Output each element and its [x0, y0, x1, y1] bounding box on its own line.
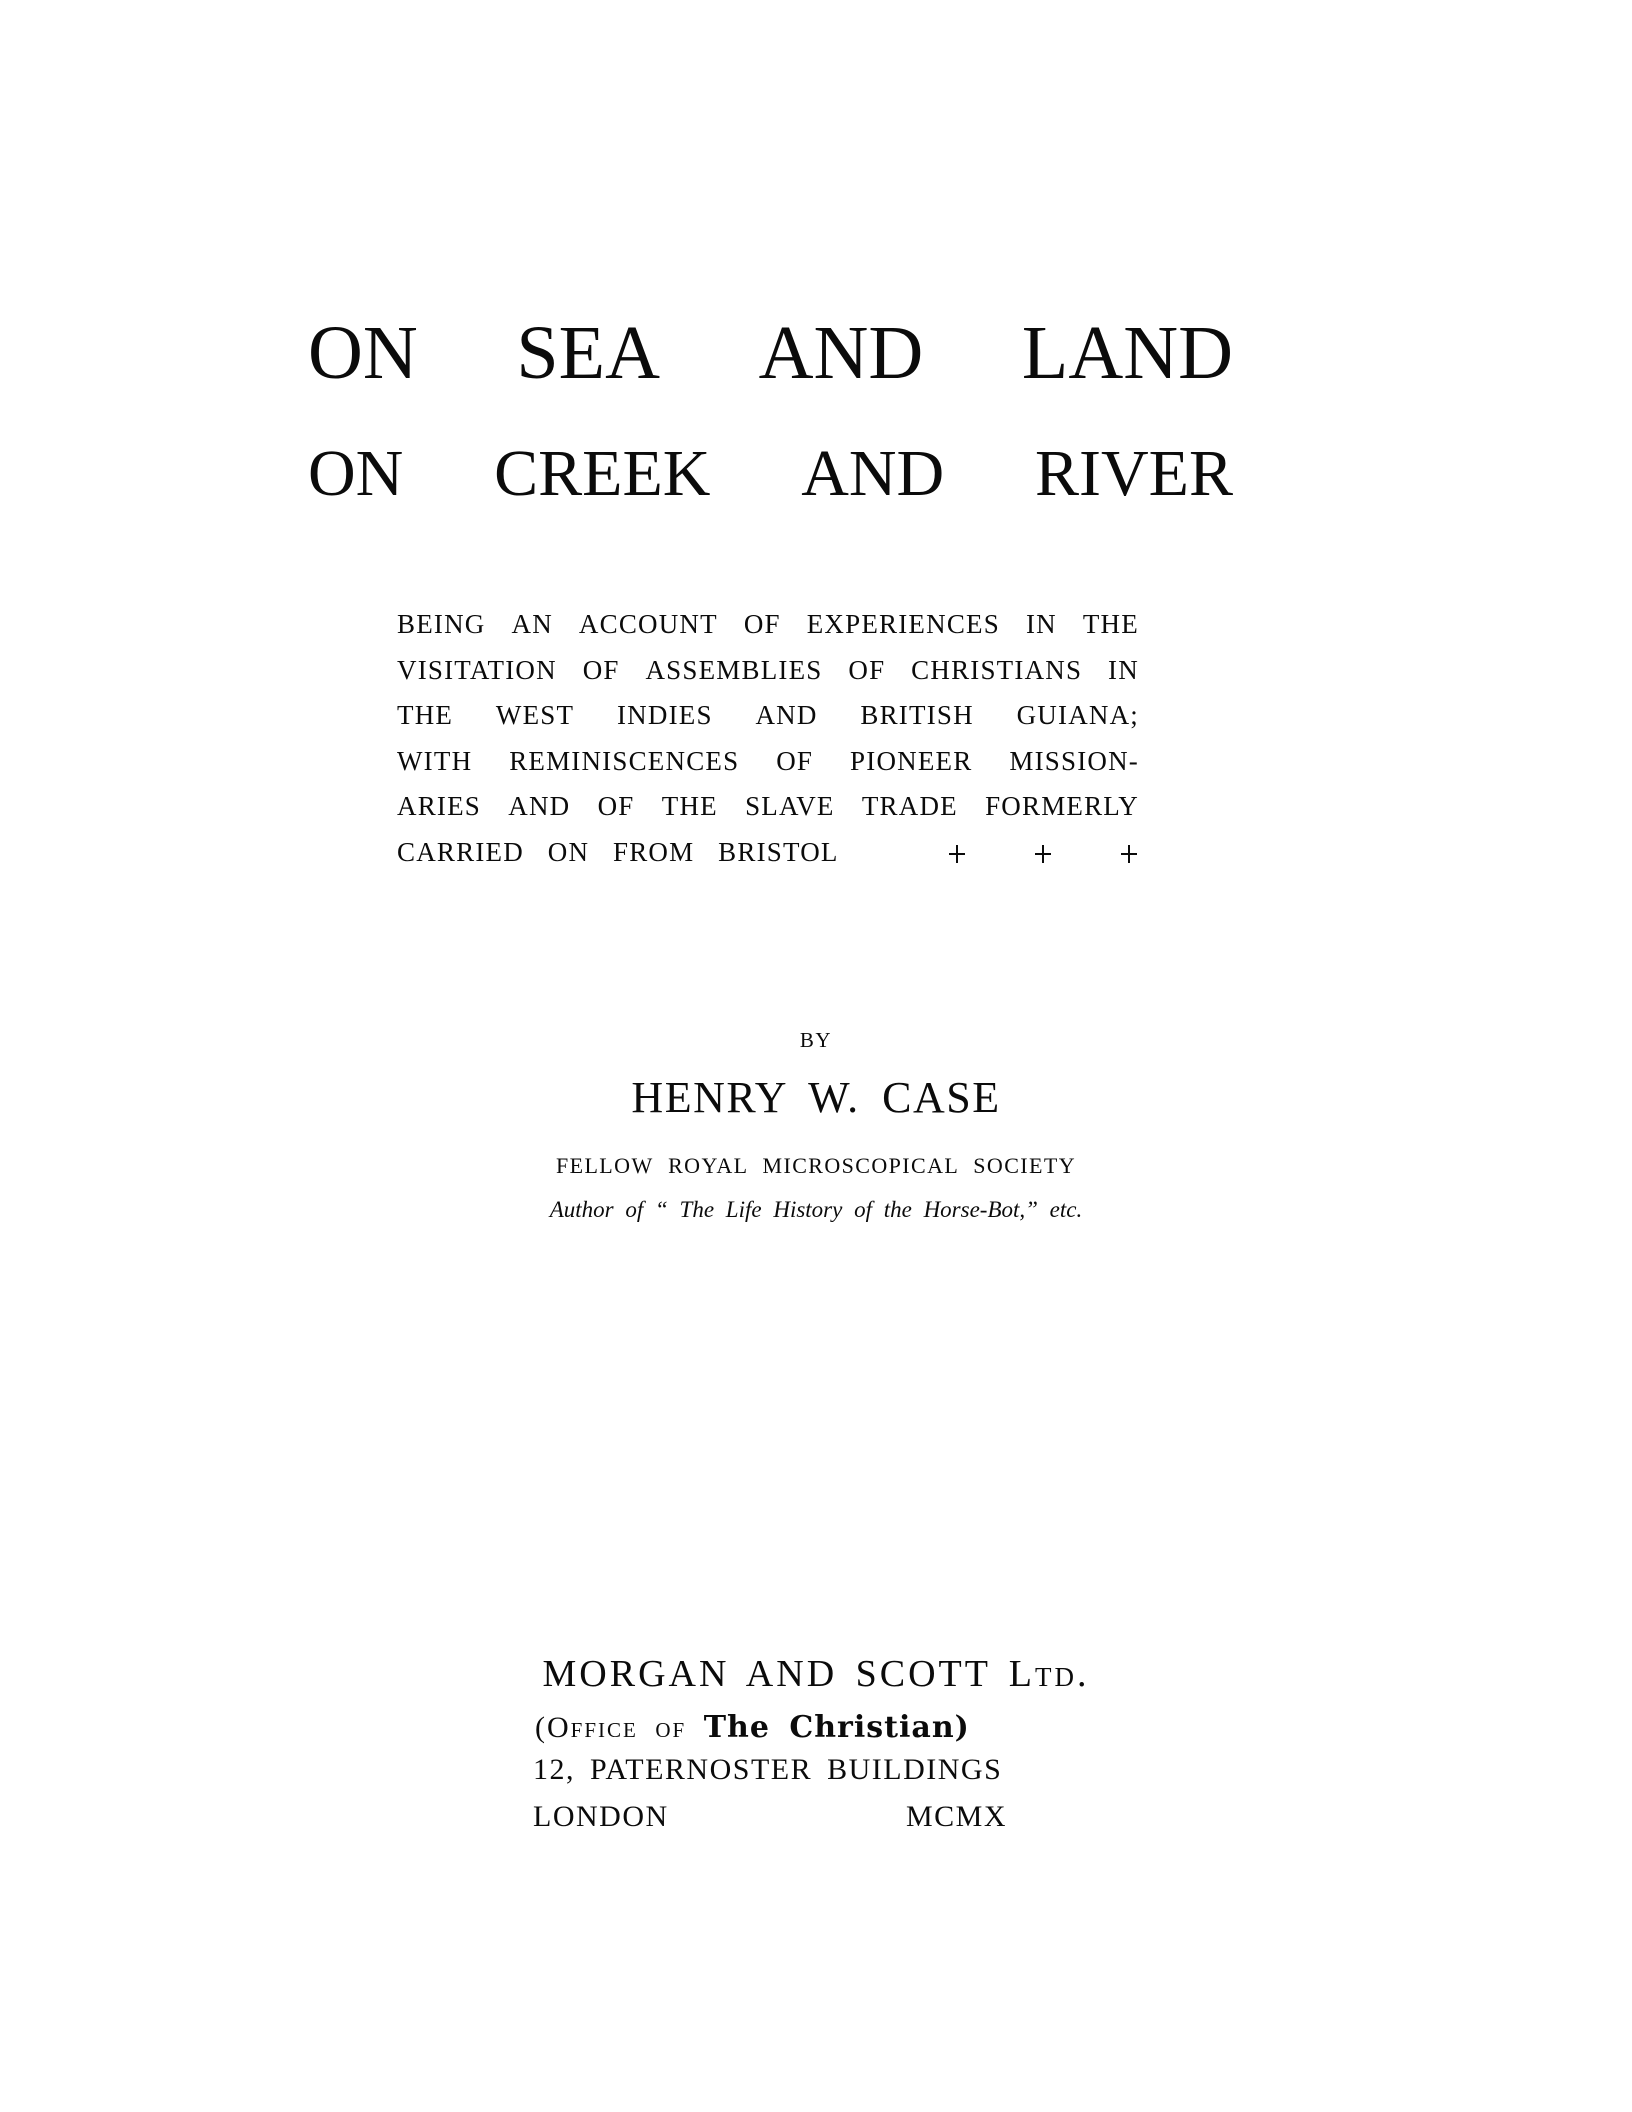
ornament-group [949, 830, 1137, 876]
publisher-main: MORGAN AND SCOTT [542, 1653, 991, 1695]
publisher-office [535, 1710, 970, 1745]
title-word: LAND [1021, 311, 1233, 395]
cross-ornament-icon [1121, 830, 1137, 875]
description-line: VISITATION OF ASSEMBLIES OF CHRISTIANS IN [397, 654, 1139, 685]
publisher-suffix: Ltd. [1008, 1653, 1090, 1695]
publisher-name [0, 1652, 1632, 1696]
publisher-city: LONDON [533, 1800, 669, 1833]
by-label: BY [799, 1028, 833, 1052]
author-fellowship: FELLOW ROYAL MICROSCOPICAL SOCIETY [556, 1153, 1076, 1178]
main-title-line-2 [308, 434, 1233, 514]
publisher-address: 12, PATERNOSTER BUILDINGS [533, 1753, 1003, 1786]
description-last-line [397, 830, 1139, 876]
title-word: RIVER [1034, 437, 1233, 510]
title-word: CREEK [494, 437, 711, 510]
office-prefix: (Office of [535, 1711, 687, 1744]
description-last-text: CARRIED ON FROM BRISTOL [397, 836, 839, 867]
subtitle-description [397, 602, 1139, 875]
title-word: SEA [516, 311, 660, 395]
main-title-line-1 [308, 308, 1233, 398]
title-word: AND [758, 311, 924, 395]
title-word: ON [308, 311, 418, 395]
office-name: The Christian) [703, 1710, 970, 1745]
publication-year: MCMX [905, 1800, 1007, 1833]
author-previous-work: Author of “ The Life History of the Horse-Bot,” etc. [549, 1197, 1083, 1222]
description-line: THE WEST INDIES AND BRITISH GUIANA; [397, 700, 1139, 730]
title-word: ON [308, 437, 404, 510]
title-word: AND [801, 437, 945, 510]
author-name: HENRY W. CASE [631, 1073, 1001, 1122]
cross-ornament-icon [1035, 830, 1051, 875]
description-line: BEING AN ACCOUNT OF EXPERIENCES IN THE [397, 609, 1139, 639]
city-year-row [533, 1800, 1007, 1834]
description-line: WITH REMINISCENCES OF PIONEER MISSION- [397, 745, 1139, 776]
cross-ornament-icon [949, 830, 965, 875]
description-line: ARIES AND OF THE SLAVE TRADE FORMERLY [397, 791, 1139, 821]
